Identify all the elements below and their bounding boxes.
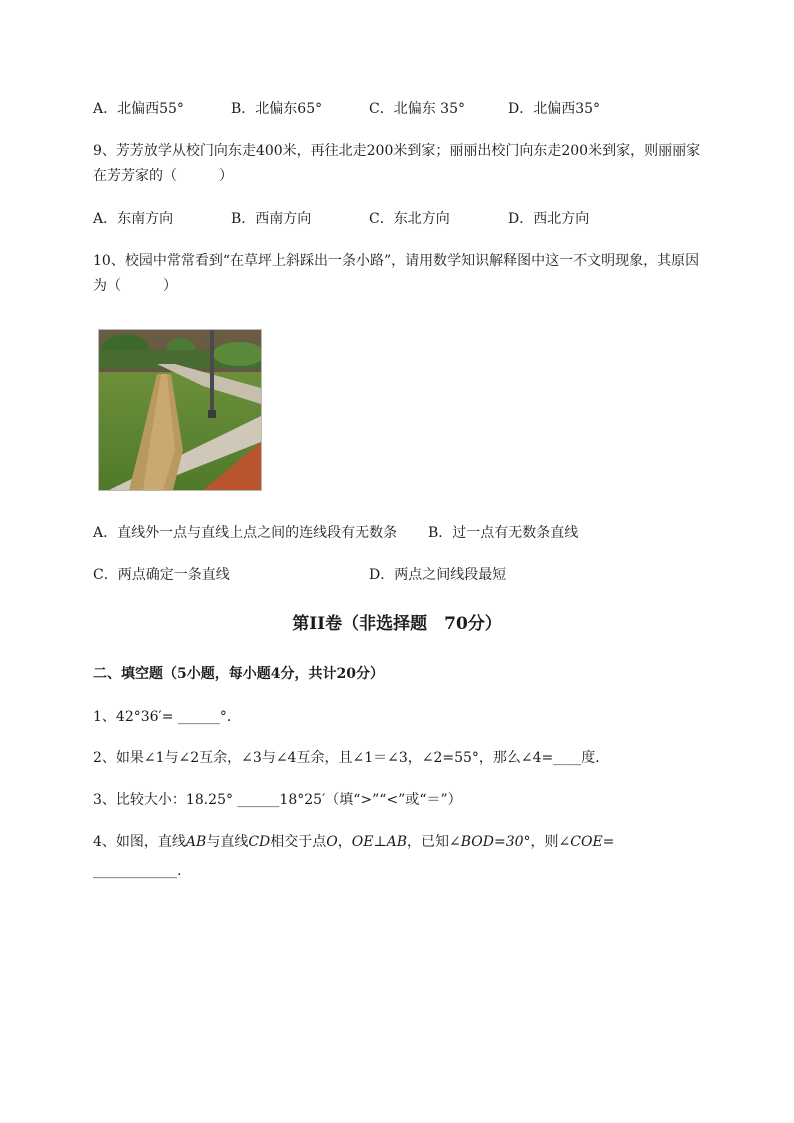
q10-option-d: D．两点之间线段最短: [369, 567, 507, 583]
q8-option-a: A．北偏西55°: [93, 101, 184, 117]
fill-q4-angle-coe: ∠COE=: [558, 834, 615, 850]
fill-q4-text: 与直线: [206, 834, 249, 850]
fill-q4: [93, 833, 614, 851]
fill-q4-point-o: O: [326, 834, 338, 850]
fill-q3: 3、比较大小：18.25° ______18°25′（填“>”“<”或“＝”）: [93, 792, 462, 808]
q10-option-c: C．两点确定一条直线: [93, 567, 230, 583]
q9-option-b: B．西南方向: [231, 211, 312, 227]
fill-q4-line-cd: CD: [248, 834, 271, 850]
fill-q1: 1、42°36′= ______°．: [93, 709, 241, 725]
q9-option-d: D．西北方向: [508, 211, 590, 227]
fill-q4-text: 4、如图，直线: [93, 834, 186, 850]
q9-stem-line1: 9、芳芳放学从校门向东走400米，再往北走200米到家；丽丽出校门向东走200米到家，则丽丽家: [93, 143, 701, 159]
fill-q4-angle-bod: ∠BOD=30°: [449, 834, 531, 850]
q10-option-b: B．过一点有无数条直线: [428, 525, 579, 541]
q10-stem-line1: 10、校园中常常看到“在草坪上斜踩出一条小路”，请用数学知识解释图中这一不文明现象，其原因: [93, 253, 700, 269]
q9-option-a: A．东南方向: [93, 211, 174, 227]
q8-option-d: D．北偏西35°: [508, 101, 601, 117]
fill-q4-text: ，已知: [407, 834, 450, 850]
section-title: 第II卷（非选择题 70分）: [292, 614, 502, 634]
fill-q4-text: ，: [337, 834, 352, 850]
fill-q4-text: 相交于点: [270, 834, 327, 850]
fill-q4-answer-blank: ____________.: [93, 863, 182, 879]
q10-stem-line2: 为（ ）: [93, 278, 177, 294]
lawn-path-photo: [98, 329, 262, 491]
fill-q4-text: ，则: [530, 834, 559, 850]
fill-section-heading: 二、填空题（5小题，每小题4分，共计20分）: [93, 666, 384, 682]
q9-option-c: C．东北方向: [369, 211, 450, 227]
fill-q4-perpendicular: OE⊥AB: [351, 834, 408, 850]
q8-option-c: C．北偏东 35°: [369, 101, 465, 117]
q10-option-a: A．直线外一点与直线上点之间的连线段有无数条: [93, 525, 398, 541]
fill-q2: 2、如果∠1与∠2互余，∠3与∠4互余，且∠1＝∠3，∠2=55°，那么∠4=____度．: [93, 750, 610, 766]
fill-q4-line-ab: AB: [185, 834, 207, 850]
q9-stem-line2: 在芳芳家的（ ）: [93, 168, 233, 184]
q8-option-b: B．北偏东65°: [231, 101, 323, 117]
